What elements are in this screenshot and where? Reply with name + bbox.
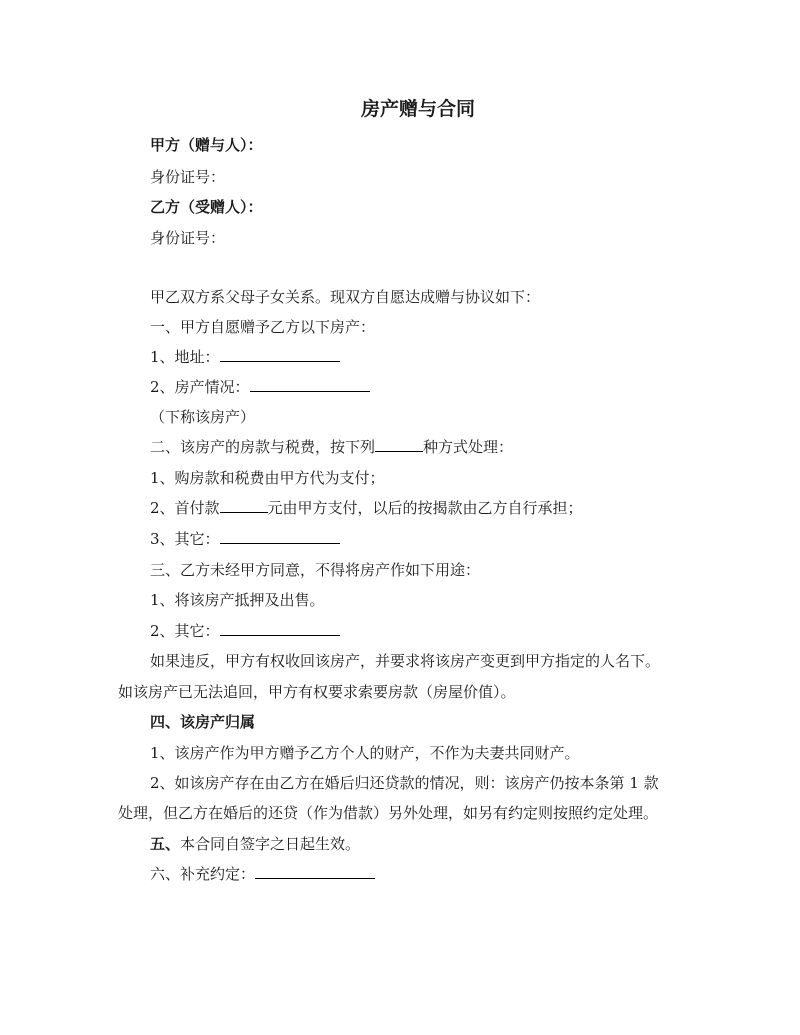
supplementary-label: 六、补充约定： [150, 865, 256, 883]
property-condition-label: 2、房产情况： [150, 378, 250, 396]
section-2-heading-end: 种方式处理： [423, 438, 514, 456]
down-payment-label: 2、首付款 [150, 499, 220, 517]
section-3-item-2 [150, 620, 340, 642]
section-4-item-2-line-1: 2、如该房产存在由乙方在婚后归还贷款的情况，则：该房产仍按本条第 1 款 [150, 774, 659, 792]
page-title: 房产赠与合同 [360, 98, 475, 120]
property-condition-blank[interactable] [250, 377, 370, 392]
section-2-item-1: 1、购房款和税费由甲方代为支付； [150, 469, 385, 487]
section-5-text: 本合同自签字之日起生效。 [180, 835, 361, 853]
party-b-id-label: 身份证号： [150, 229, 226, 247]
down-payment-text: 元由甲方支付，以后的按揭款由乙方自行承担； [267, 499, 583, 517]
property-note: （下称该房产） [150, 408, 256, 426]
violation-paragraph-line-1: 如果违反，甲方有权收回该房产，并要求将该房产变更到甲方指定的人名下。 [150, 652, 661, 670]
party-b-label: 乙方（受赠人）： [150, 198, 263, 216]
section-1-heading: 一、甲方自愿赠予乙方以下房产： [150, 318, 376, 336]
party-a-label: 甲方（赠与人）： [150, 136, 263, 154]
address-label: 1、地址： [150, 348, 220, 366]
section-3-heading: 三、乙方未经甲方同意，不得将房产作如下用途： [150, 561, 481, 579]
section-5-number: 五、 [150, 835, 181, 853]
section-2-other-label: 3、其它： [150, 530, 220, 548]
section-4-item-1: 1、该房产作为甲方赠予乙方个人的财产，不作为夫妻共同财产。 [150, 744, 580, 762]
section-2-other-blank[interactable] [220, 529, 340, 544]
section-2-item-2 [150, 497, 583, 519]
address-blank[interactable] [220, 347, 340, 362]
section-6 [150, 863, 375, 885]
intro-paragraph: 甲乙双方系父母子女关系。现双方自愿达成赠与协议如下： [150, 288, 541, 306]
violation-paragraph-line-2: 如该房产已无法追回，甲方有权要求索要房款（房屋价值）。 [118, 683, 516, 701]
party-a-id-label: 身份证号： [150, 168, 226, 186]
section-5 [150, 833, 360, 855]
section-3-other-blank[interactable] [220, 621, 340, 636]
address-line [150, 346, 340, 368]
section-4-heading: 四、该房产归属 [150, 713, 256, 731]
section-2-item-3 [150, 528, 340, 550]
method-number-blank[interactable] [375, 437, 423, 452]
section-3-item-1: 1、将该房产抵押及出售。 [150, 591, 325, 609]
property-condition-line [150, 376, 370, 398]
down-payment-blank[interactable] [220, 498, 268, 513]
section-2-heading [150, 436, 513, 458]
section-4-item-2-line-2: 处理，但乙方在婚后的还贷（作为借款）另外处理，如另有约定则按照约定处理。 [118, 804, 659, 822]
section-2-heading-start: 二、该房产的房款与税费，按下列 [150, 438, 376, 456]
supplementary-blank[interactable] [255, 864, 375, 879]
section-3-other-label: 2、其它： [150, 622, 220, 640]
